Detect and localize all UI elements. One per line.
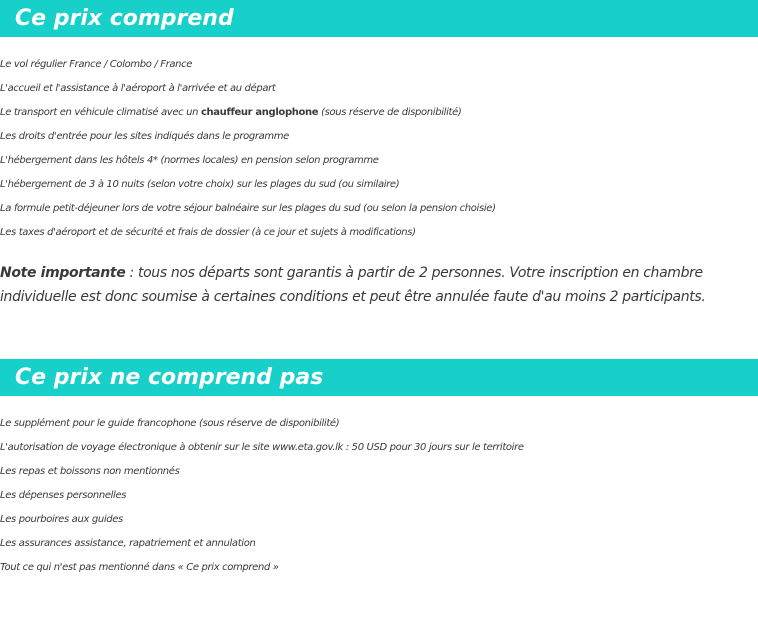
list-item-emphasis: chauffeur anglophone: [200, 107, 319, 118]
list-item: L'autorisation de voyage électronique à obtenir sur le site www.eta.gov.lk : 50 USD pour 30 jours sur le territoire: [0, 442, 524, 453]
list-item: La formule petit-déjeuner lors de votre séjour balnéaire sur les plages du sud (ou selon la pension choisie): [0, 203, 496, 214]
list-item: Les dépenses personnelles: [0, 490, 127, 501]
section-title-included: Ce prix comprend: [0, 0, 758, 37]
list-item: L'accueil et l'assistance à l'aéroport à l'arrivée et au départ: [0, 83, 276, 94]
list-item: Le supplément pour le guide francophone (sous réserve de disponibilité): [0, 418, 340, 429]
important-note: [0, 261, 758, 309]
list-item: Les assurances assistance, rapatriement et annulation: [0, 538, 256, 549]
section-title-excluded: Ce prix ne comprend pas: [0, 359, 758, 396]
list-item: L'hébergement de 3 à 10 nuits (selon votre choix) sur les plages du sud (ou similaire): [0, 179, 400, 190]
note-text: : tous nos départs sont garantis à partir de 2 personnes. Votre inscription en chambre individuelle est donc soumise à certaines conditions et peut être annulée faute d'au moins 2 participants.: [0, 265, 706, 305]
list-item: Les repas et boissons non mentionnés: [0, 466, 180, 477]
note-label: Note importante: [0, 265, 126, 281]
excluded-list: [0, 412, 758, 580]
list-item: Les droits d'entrée pour les sites indiqués dans le programme: [0, 131, 289, 142]
list-item: Le vol régulier France / Colombo / France: [0, 59, 193, 70]
list-item: Les taxes d'aéroport et de sécurité et frais de dossier (à ce jour et sujets à modifications): [0, 227, 416, 238]
list-item-text: Le transport en véhicule climatisé avec un: [0, 107, 201, 118]
list-item: L'hébergement dans les hôtels 4* (normes locales) en pension selon programme: [0, 155, 379, 166]
list-item: Tout ce qui n'est pas mentionné dans « Ce prix comprend »: [0, 562, 279, 573]
list-item-text: (sous réserve de disponibilité): [318, 107, 462, 118]
list-item: [0, 101, 758, 125]
included-list: [0, 53, 758, 245]
list-item: Les pourboires aux guides: [0, 514, 123, 525]
